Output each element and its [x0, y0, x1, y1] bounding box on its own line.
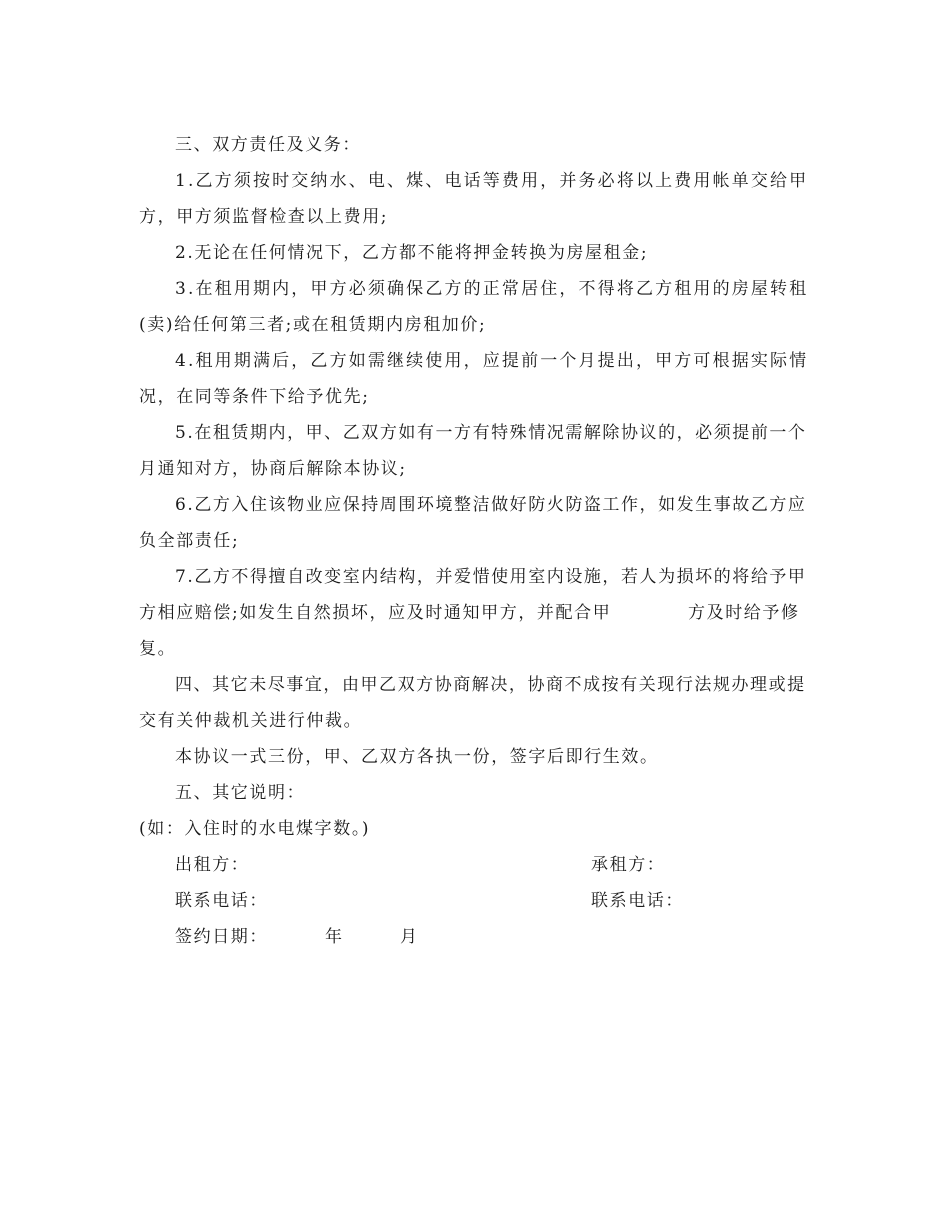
section-5-heading: 五、其它说明： [175, 783, 306, 803]
clause-7-line-1: 7.乙方不得擅自改变室内结构，并爱惜使用室内设施，若人为损坏的将给予甲 [175, 567, 807, 587]
section-5-note: (如：入住时的水电煤字数。) [139, 819, 371, 839]
copies-note: 本协议一式三份，甲、乙双方各执一份，签字后即行生效。 [175, 747, 659, 767]
clause-6-line-2: 负全部责任; [139, 531, 240, 551]
lessor-phone-label: 联系电话： [175, 891, 268, 911]
clause-7-line-2-part-1: 方相应赔偿;如发生自然损坏，应及时通知甲方，并配合甲 [139, 603, 612, 623]
clause-1-line-1: 1.乙方须按时交纳水、电、煤、电话等费用，并务必将以上费用帐单交给甲 [175, 171, 809, 191]
section-3-heading: 三、双方责任及义务： [175, 135, 361, 155]
clause-7-line-2-part-2: 方及时给予修 [688, 603, 800, 623]
clause-1-line-2: 方，甲方须监督检查以上费用; [139, 207, 389, 227]
section-4-line-1: 四、其它未尽事宜，由甲乙双方协商解决，协商不成按有关现行法规办理或提 [175, 675, 806, 695]
lessor-label: 出租方： [175, 855, 250, 875]
section-4-line-2: 交有关仲裁机关进行仲裁。 [139, 711, 363, 731]
clause-5-line-2: 月通知对方，协商后解除本协议; [139, 459, 407, 479]
clause-6-line-1: 6.乙方入住该物业应保持周围环境整洁做好防火防盗工作，如发生事故乙方应 [175, 495, 807, 515]
clause-7-line-3: 复。 [139, 639, 177, 659]
lessee-label: 承租方： [591, 855, 666, 875]
month-label: 月 [400, 927, 419, 947]
signing-date-label: 签约日期： [175, 927, 268, 947]
clause-2: 2.无论在任何情况下，乙方都不能将押金转换为房屋租金; [175, 243, 649, 263]
clause-3-line-1: 3.在租用期内，甲方必须确保乙方的正常居住，不得将乙方租用的房屋转租 [175, 279, 809, 299]
year-label: 年 [325, 927, 344, 947]
clause-4-line-2: 况，在同等条件下给予优先; [139, 387, 370, 407]
clause-3-line-2: (卖)给任何第三者;或在租赁期内房租加价; [139, 315, 487, 335]
clause-4-line-1: 4.租用期满后，乙方如需继续使用，应提前一个月提出，甲方可根据实际情 [175, 351, 809, 371]
lessee-phone-label: 联系电话： [591, 891, 684, 911]
clause-5-line-1: 5.在租赁期内，甲、乙双方如有一方有特殊情况需解除协议的，必须提前一个 [175, 423, 807, 443]
